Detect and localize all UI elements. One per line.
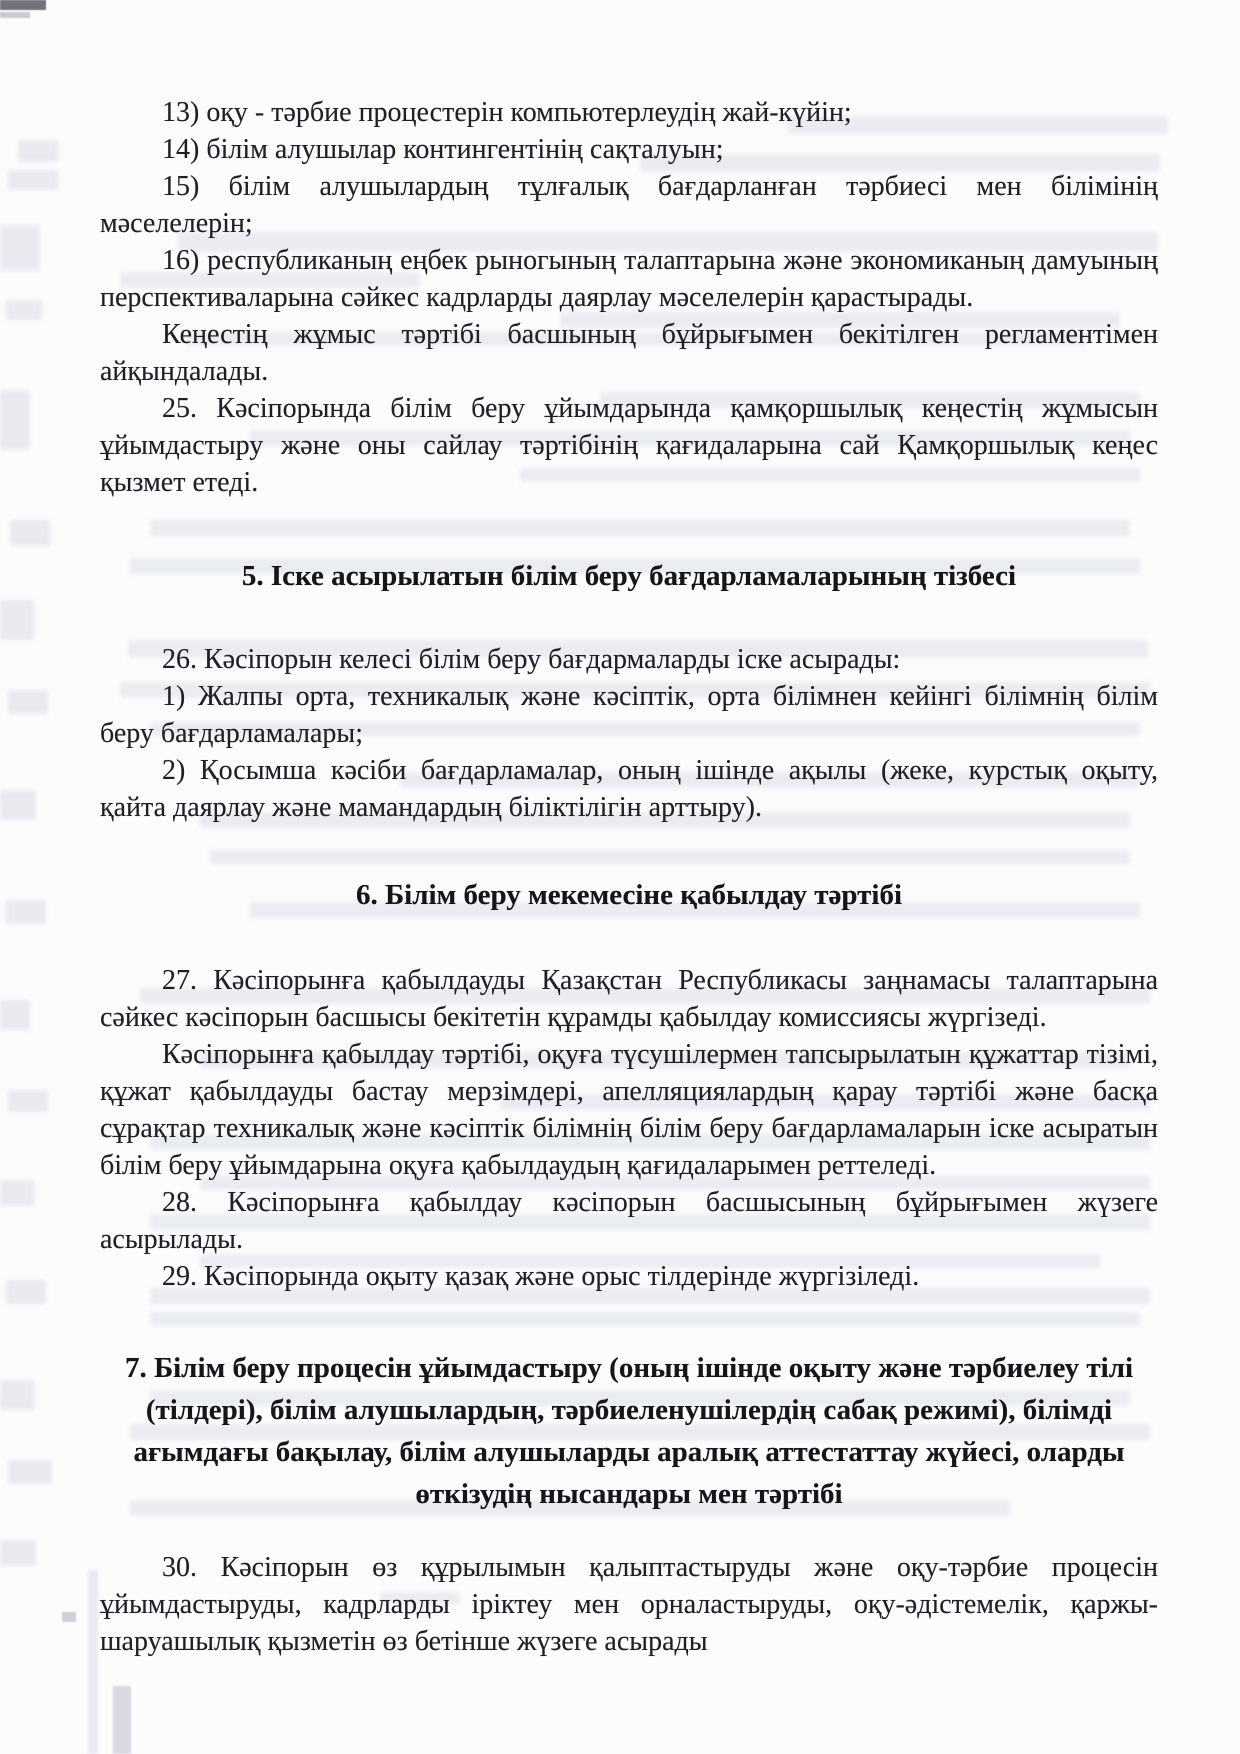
scanner-streak: [113, 1686, 131, 1754]
clause-28: 28. Кәсіпорынға қабылдау кәсіпорын басшысының бұйрығымен жүзеге асырылады.: [100, 1187, 1158, 1255]
bleed-through-artifact: [0, 1540, 36, 1566]
bleed-through-artifact: [10, 520, 50, 546]
bleed-through-artifact: [8, 1090, 48, 1112]
clause-26: 26. Кәсіпорын келесі білім беру бағдармаларды іске асырады:: [162, 644, 901, 675]
bleed-through-artifact: [0, 1000, 30, 1030]
list-item-14: 14) білім алушылар контингентінің сақталуын;: [162, 134, 724, 165]
clause-25: 25. Кәсіпорында білім беру ұйымдарында қамқоршылық кеңестің жұмысын ұйымдастыру және оны сайлау тәртібінің қағидаларына сай Қамқоршылық кеңес қызмет етеді.: [100, 393, 1158, 498]
paragraph-admission-rules: Кәсіпорынға қабылдау тәртібі, оқуға түсушілермен тапсырылатын құжаттар тізімі, құжат қабылдауды бастау мерзімдері, апелляциялардың қарау тәртібі және басқа сұрақтар техникалық және кәсіптік білімнің білім беру бағдарламаларын іске асыратын білім беру ұйымдарына оқуға қабылдаудың қағидаларымен реттеледі.: [100, 1039, 1158, 1181]
list-item-13: 13) оқу - тәрбие процестерін компьютерлеудің жай-күйін;: [162, 97, 852, 128]
document-body: [100, 94, 1158, 1660]
bleed-through-artifact: [0, 390, 30, 450]
bleed-through-artifact: [8, 1460, 52, 1484]
list-item-2: 2) Қосымша кәсіби бағдарламалар, оның ішінде ақылы (жеке, курстық оқыту, қайта даярлау және мамандардың біліктілігін арттыру).: [100, 755, 1158, 823]
bleed-through-artifact: [0, 790, 36, 820]
clause-30: 30. Кәсіпорын өз құрылымын қалыптастыруды және оқу-тәрбие процесін ұйымдастыруды, кадрларды іріктеу мен орналастыруды, оқу-әдістемелік, қаржы-шаруашылық қызметін өз бетінше жүзеге асырады: [100, 1552, 1158, 1657]
bleed-through-artifact: [0, 1180, 34, 1206]
bleed-through-artifact: [0, 1380, 34, 1410]
scanner-speck: [62, 1612, 76, 1622]
list-item-15: 15) білім алушылардың тұлғалық бағдарланған тәрбиесі мен білімінің мәселелерін;: [100, 171, 1158, 239]
bleed-through-artifact: [6, 900, 46, 924]
scanner-streak: [88, 1570, 98, 1754]
section-heading-6: 6. Білім беру мекемесіне қабылдау тәртібі: [355, 879, 903, 911]
scanner-edge-mark: [0, 0, 46, 10]
section-heading-7: 7. Білім беру процесін ұйымдастыру (оның ішінде оқыту және тәрбиелеу тілі (тілдері), білім алушылардың, тәрбиеленушілердің сабақ режимі), білімді ағымдағы бақылау, білім алушыларды аралық аттестаттау жүйесі, оларды өткізудің нысандары мен тәртібі: [124, 1352, 1134, 1510]
list-item-16: 16) республиканың еңбек рыногының талаптарына және экономиканың дамуының перспективаларына сәйкес кадрларды даярлау мәселелерін қарастырады.: [100, 245, 1158, 313]
clause-27: 27. Кәсіпорынға қабылдауды Қазақстан Республикасы заңнамасы талаптарына сәйкес кәсіпорын басшысы бекітетін құрамды қабылдау комиссиясы жүргізеді.: [100, 965, 1158, 1033]
bleed-through-artifact: [8, 170, 58, 190]
paragraph-council-regulation: Кеңестің жұмыс тәртібі басшының бұйрығымен бекітілген регламентімен айқындалады.: [100, 319, 1158, 387]
list-item-1: 1) Жалпы орта, техникалық және кәсіптік, орта білімнен кейінгі білімнің білім беру бағдарламалары;: [100, 681, 1158, 749]
scanner-edge-mark: [0, 12, 30, 18]
bleed-through-artifact: [0, 225, 40, 271]
bleed-through-artifact: [6, 300, 42, 320]
section-heading-5: 5. Іске асырылатын білім беру бағдарламаларының тізбесі: [241, 560, 1017, 592]
bleed-through-artifact: [0, 600, 34, 640]
bleed-through-artifact: [8, 690, 48, 714]
bleed-through-artifact: [6, 1280, 46, 1304]
clause-29: 29. Кәсіпорында оқыту қазақ және орыс тілдерінде жүргізіледі.: [162, 1261, 920, 1292]
bleed-through-artifact: [18, 140, 58, 162]
